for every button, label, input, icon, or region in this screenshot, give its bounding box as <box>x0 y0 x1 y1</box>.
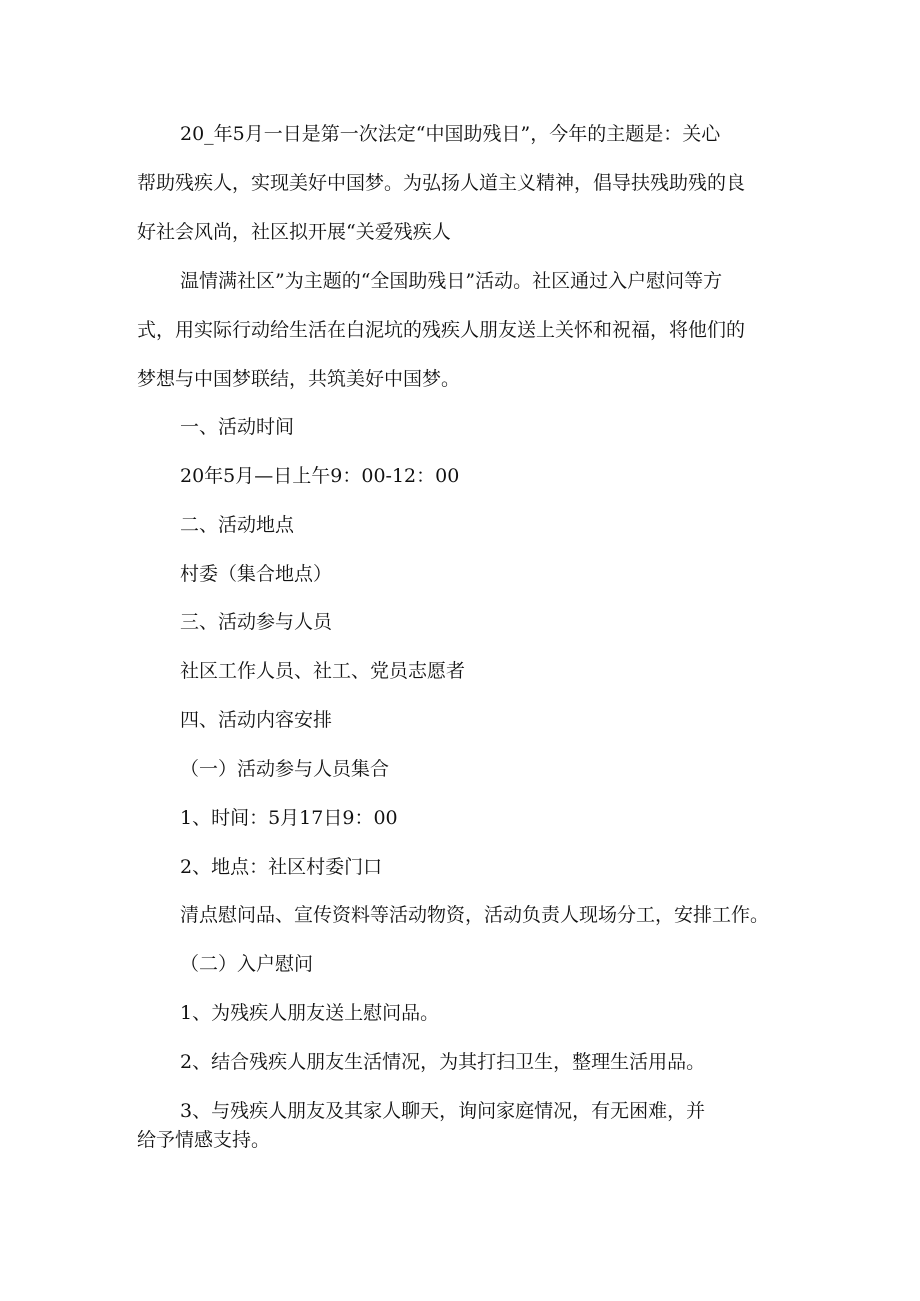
document-page: 20_年5月一日是第一次法定“中国助残日”，今年的主题是：关心 帮助残疾人，实现美好中国梦。为弘扬人道主义精神，倡导扶残助残的良 好社会风尚，社区拟开展“关爱残疾人 温情满社区”为主题的“全国助残日”活动。社区通过入户慰问等方 式，用实际行动给生活在白泥坑的残疾人朋友送上关怀和祝福，将他们的 梦想与中国梦联结，共筑美好中国梦。 一、活动时间 20年5月—日上午9：00-12：00 二、活动地点 村委（集合地点） 三、活动参与人员 社区工作人员、社工、党员志愿者 四、活动内容安排 （一）活动参与人员集合 1、时间：5月17日9：00 2、地点：社区村委门口 清点慰问品、宣传资料等活动物资，活动负责人现场分工，安排工作。 （二）入户慰问 1、为残疾人朋友送上慰问品。 2、结合残疾人朋友生活情况，为其打扫卫生，整理生活用品。 3、与残疾人朋友及其家人聊天，询问家庭情况，有无困难，并 给予情感支持。 <box>137 123 770 1151</box>
